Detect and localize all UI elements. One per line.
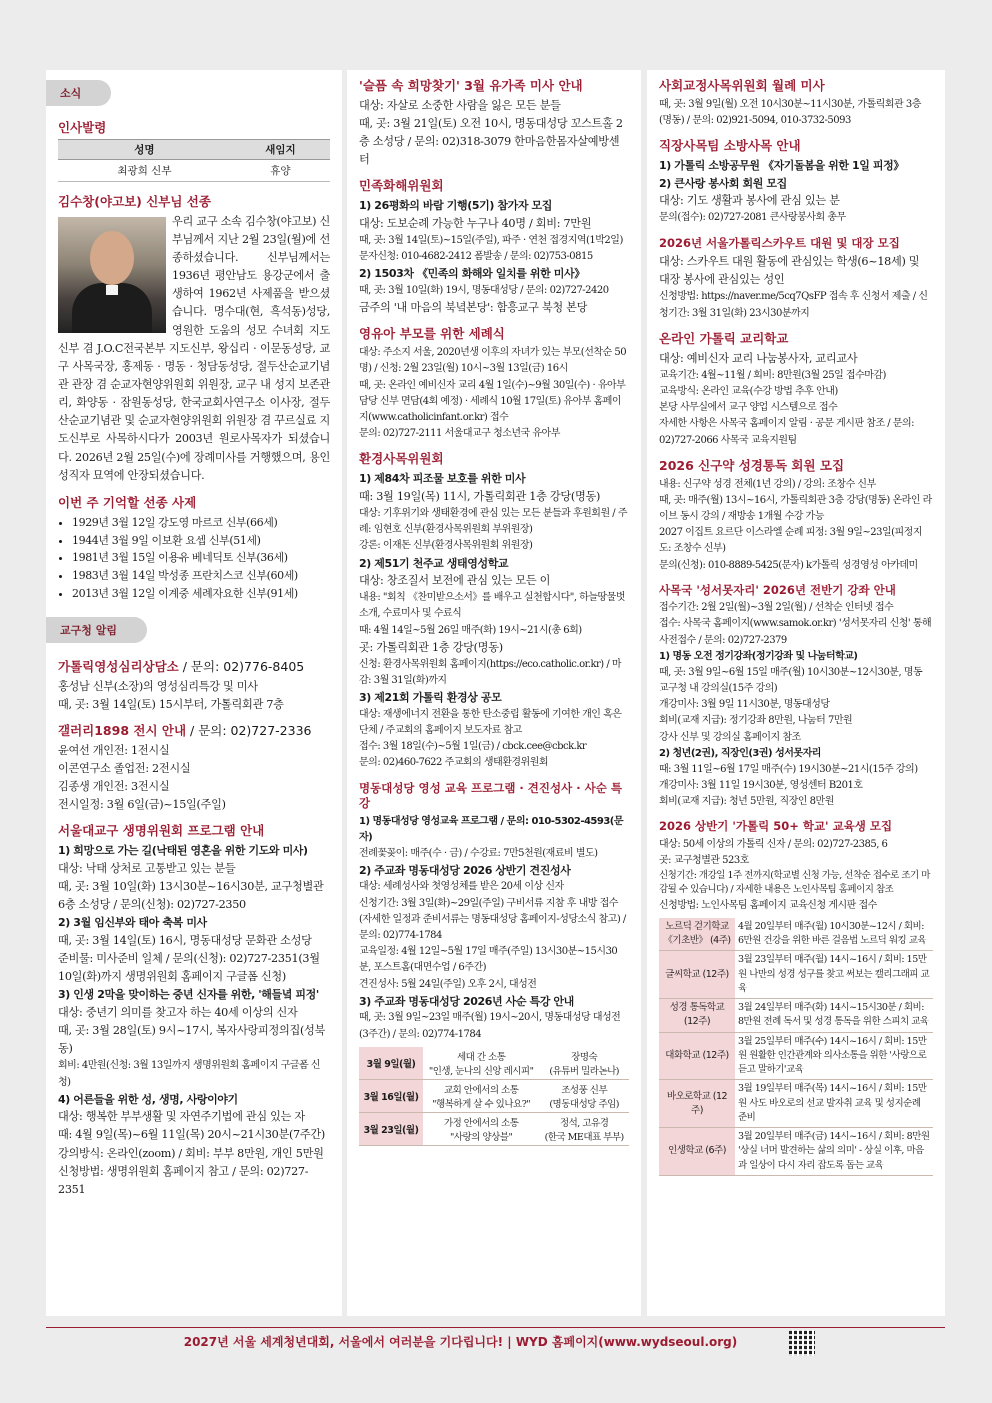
section-pill-diocese: 교구청 알림 bbox=[46, 617, 147, 643]
list-item: • 1944년 3월 9일 이보환 요셉 신부(51세) bbox=[72, 532, 330, 550]
life-line: 1) 희망으로 가는 길(낙태된 영혼을 위한 기도와 미사) bbox=[58, 844, 308, 858]
myeongdong-line: 신청기간: 3월 3일(화)~29일(주일) 구비서류 지참 후 내방 접수(자세한 일정과 준비서류는 명동대성당 홈페이지-성당소식 참고) / 문의: 02)774-1784 bbox=[359, 897, 626, 942]
counsel-title-text: 가톨릭영성심리상담소 bbox=[58, 658, 179, 674]
list-item: • 1981년 3월 15일 이용유 베네딕토 신부(36세) bbox=[72, 549, 330, 567]
myeongdong-line: 교육일정: 4월 12일~5월 17일 매주(주일) 13시30분~15시30분, 포스트홈(대면수업 / 6주간) bbox=[359, 946, 618, 974]
online-title: 온라인 가톨릭 교리학교 bbox=[659, 330, 789, 346]
counsel-line: 때, 곳: 3월 14일(토) 15시부터, 가톨릭회관 7층 bbox=[58, 697, 284, 711]
fire-title: 직장사목팀 소방사목 안내 bbox=[659, 138, 801, 154]
cell-name: 최광희 신부 bbox=[58, 159, 231, 181]
counsel-contact: / 문의: 02)776-8405 bbox=[178, 658, 305, 674]
eco-line: 곳: 가톨릭회관 1층 강당(명동) bbox=[359, 640, 503, 654]
column-middle bbox=[347, 70, 641, 1316]
lecture-speaker bbox=[539, 1112, 629, 1145]
eco-line: 접수: 3월 18일(수)~5월 1일(금) / cbck.cee@cbck.kr bbox=[359, 741, 587, 753]
gallery-title-text: 갤러리1898 전시 안내 bbox=[58, 722, 187, 738]
eco-line: 때: 3월 19일(목) 11시, 가톨릭회관 1층 강당(명동) bbox=[359, 489, 601, 503]
samok-line: 강사 신부 및 강의실 홈페이지 참조 bbox=[659, 731, 801, 743]
samok-line: 때, 곳: 3월 9일~6월 15일 매주(월) 10시30분~12시30분, 명동 교구청 내 강의실(15주 강의) bbox=[659, 666, 923, 695]
life-line: 2) 3월 임신부와 태아 축복 미사 bbox=[58, 916, 207, 930]
appointment-table bbox=[58, 139, 330, 182]
fifty-line: 대상: 50세 이상의 가톨릭 신자 / 문의: 02)727-2385, 6 bbox=[659, 838, 888, 850]
fire-line: 대상: 기도 생활과 봉사에 관심 있는 분 bbox=[659, 194, 840, 208]
list-item: • 1929년 3월 12일 강도영 마르코 신부(66세) bbox=[72, 514, 330, 532]
myeongdong-line: 전례꽃꽂이: 매주(수 · 금) / 수강료: 7만5천원(재료비 별도) bbox=[359, 847, 598, 859]
table-row bbox=[659, 1080, 933, 1128]
speaker-name: 장명숙 bbox=[571, 1051, 598, 1063]
column-right bbox=[647, 70, 945, 1316]
school-desc: 3월 25일부터 매주(수) 14시~16시 / 회비: 15만원 원활한 인간관계와 의사소통을 위한 '사랑으로 듣고 말하기'교육 bbox=[735, 1032, 933, 1080]
speaker-name: 정석, 고유경 bbox=[559, 1117, 609, 1129]
school-name: 대화학교 (12주) bbox=[659, 1032, 735, 1080]
myeongdong-line: 때, 곳: 3월 9일~23일 매주(월) 19시~20시, 명동대성당 대성전(3주간) / 문의: 02)774-1784 bbox=[359, 1012, 621, 1040]
life-line: 대상: 낙태 상처로 고통받고 있는 분들 bbox=[58, 861, 236, 875]
table-row bbox=[659, 999, 933, 1033]
eco-line: 1) 제84차 피조물 보호를 위한 미사 bbox=[359, 472, 526, 486]
memorial-title: 이번 주 기억할 선종 사제 bbox=[58, 494, 197, 510]
reconcile-line: 때, 곳: 3월 14일(토)~15일(주일), 파주 · 연천 접경지역(1박2일) bbox=[359, 235, 623, 247]
column-left bbox=[46, 70, 342, 1316]
obituary-text: 우리 교구 소속 김수창(야고보) 신부님께서 지난 2월 23일(월)에 선종하셨습니다. 신부님께서는 1936년 평안남도 용강군에서 출생하여 1962년 사제품을 받으셨습니다. 명수대(현, 흑석동)성당, 영원한 도움의 성모 수녀회 지도신부 겸 J.O.C전국본부 지도신부, 왕십리 · 이문동성당, 교구 사목국장, 홍제동 · 명동 · 청담동성당, 절두산순교기념관 관장 겸 순교자현양위원회 위원장, 교구 내 성지 보존관리, 화양동 · 잠원동성당, 한국교회사연구소 이사장, 절두산순교기념관 및 순교자현양위원회 위원장 겸 꾸르실료 지도신부로 사목하시다가 2003년 원로사목자가 되셨습니다. 2026년 2월 25일(수)에 장례미사를 거행했으며, 용인 성직자 묘역에 안장되셨습니다. bbox=[58, 214, 330, 482]
school-name: 바오로학교 (12주) bbox=[659, 1080, 735, 1128]
school-name: 인생학교 (6주) bbox=[659, 1128, 735, 1176]
topic-text: 가정 안에서의 소통 bbox=[443, 1117, 519, 1129]
header-post: 새임지 bbox=[231, 139, 330, 159]
fifty-line: 곳: 교구청별관 523호 bbox=[659, 855, 749, 867]
reconcile-title: 민족화해위원회 bbox=[359, 178, 444, 194]
online-line: 교육방식: 온라인 교육(수강 방법 추후 안내) bbox=[659, 386, 838, 398]
online-line: 교육기간: 4월~11월 / 회비: 8만원(3월 25일 접수마감) bbox=[659, 369, 886, 381]
eco-title: 환경사목위원회 bbox=[359, 451, 444, 467]
hope-title: '슬픔 속 희망찾기' 3월 유가족 미사 안내 bbox=[359, 78, 583, 93]
list-item: • 1983년 3월 14일 박성종 프란치스코 신부(60세) bbox=[72, 567, 330, 585]
samok-line: 회비(교재 지급): 정기강좌 8만원, 나눔터 7만원 bbox=[659, 715, 853, 727]
life-line: 대상: 중년기 의미를 찾고자 하는 40세 이상의 신자 bbox=[58, 1005, 298, 1019]
life-line: 때, 곳: 3월 28일(토) 9시~17시, 복자사랑피정의집(성북동) bbox=[58, 1024, 326, 1056]
eco-line: 대상: 재생에너지 전환을 통한 탄소중립 활동에 기여한 개인 혹은 단체 / 주교회의 홈페이지 보도자료 참고 bbox=[359, 708, 622, 737]
samok-line: 회비(교재 지급): 청년 5만원, 직장인 8만원 bbox=[659, 796, 834, 808]
life-title: 서울대교구 생명위원회 프로그램 안내 bbox=[58, 823, 265, 839]
lent-lecture-table bbox=[359, 1047, 629, 1146]
samok-title: 사목국 '성서못자리' 2026년 전반기 강좌 안내 bbox=[659, 582, 896, 597]
fifty-line: 신청방법: 노인사목팀 홈페이지 교육신청 게시판 접수 bbox=[659, 899, 877, 911]
infant-line: 대상: 주소지 서울, 2020년생 이후의 자녀가 있는 부모(선착순 50명) / 신청: 2월 23일(월) 10시~3월 13일(금) 16시 bbox=[359, 347, 627, 375]
topic-text: 세대 간 소통 bbox=[456, 1051, 506, 1063]
fire-line: 1) 가톨릭 소방공무원 《자기돌봄을 위한 1일 피정》 bbox=[659, 159, 904, 173]
online-line: 자세한 사항은 사목국 홈페이지 알림 · 공문 게시판 참조 / 문의: 02)727-2066 사목국 교육지원팀 bbox=[659, 418, 915, 446]
gallery-line: 윤여선 개인전: 1전시실 bbox=[58, 743, 170, 757]
bible-line: 문의(신청): 010-8889-5425(문자) k가톨릭 성경영성 아카데미 bbox=[659, 559, 918, 571]
reconcile-line: 문자신청: 010-4682-2412 폼발송 / 문의: 02)753-0815 bbox=[359, 251, 593, 263]
lecture-topic bbox=[423, 1079, 539, 1112]
table-row bbox=[359, 1047, 629, 1080]
list-item: • 2013년 3월 12일 이계중 세례자요한 신부(91세) bbox=[72, 585, 330, 603]
scout-title: 2026년 서울가톨릭스카우트 대원 및 대장 모집 bbox=[659, 235, 900, 250]
table-row bbox=[659, 1128, 933, 1176]
life-line: 강의방식: 온라인(zoom) / 회비: 부부 8만원, 개인 5만원 bbox=[58, 1146, 324, 1160]
table-row bbox=[58, 159, 330, 181]
life-line: 때: 4월 9일(목)~6월 11일(목) 20시~21시30분(7주간) bbox=[58, 1128, 325, 1142]
memorial-list bbox=[58, 514, 330, 603]
lecture-date: 3월 16일(월) bbox=[359, 1079, 423, 1112]
bible-line: 때, 곳: 매주(월) 13시~16시, 가톨릭회관 3층 강당(명동) 온라인 라이브 동시 강의 / 재방송 1개월 수강 가능 bbox=[659, 494, 932, 523]
reconcile-line: 금주의 '내 마음의 북녘본당': 함흥교구 북청 본당 bbox=[359, 301, 588, 315]
table-row bbox=[659, 1032, 933, 1080]
social-line: 때, 곳: 3월 9일(월) 오전 10시30분~11시30분, 가톨릭회관 3층(명동) / 문의: 02)921-5094, 010-3732-5093 bbox=[659, 98, 921, 127]
fifty-title: 2026 상반기 '가톨릭 50+ 학교' 교육생 모집 bbox=[659, 819, 893, 834]
school-desc: 3월 23일부터 매주(월) 14시~16시 / 회비: 15만원 나만의 성경 성구를 찾고 써보는 캘리그래피 교육 bbox=[735, 951, 933, 999]
bible-title: 2026 신구약 성경통독 회원 모집 bbox=[659, 457, 845, 473]
speaker-role: (한국 ME대표 부부) bbox=[544, 1131, 624, 1143]
samok-line: 접수기간: 2월 2일(월)~3월 2일(월) / 선착순 인터넷 접수 bbox=[659, 602, 894, 614]
topic-subtitle: "인생, 눈나의 신앙 레시피" bbox=[428, 1065, 534, 1077]
social-title: 사회교정사목위원회 월례 미사 bbox=[659, 78, 825, 93]
gallery-title bbox=[58, 723, 330, 740]
school-name: 노르딕 걷기학교 《기초반》 (4주) bbox=[659, 918, 735, 951]
fire-line: 2) 큰사랑 봉사회 회원 모집 bbox=[659, 176, 787, 190]
bible-line: 내용: 신구약 성경 전체(1년 강의) / 강의: 조창수 신부 bbox=[659, 478, 876, 490]
gallery-line: 김종생 개인전: 3전시실 bbox=[58, 780, 170, 794]
samok-line: 1) 명동 오전 정기강좌(정기강좌 및 나눔터학교) bbox=[659, 650, 858, 662]
eco-line: 2) 제51기 천주교 생태영성학교 bbox=[359, 556, 509, 570]
scout-line: 대상: 스카우트 대원 활동에 관심있는 학생(6~18세) 및 대장 봉사에 관심있는 성인 bbox=[659, 255, 920, 287]
school-desc: 3월 19일부터 매주(목) 14시~16시 / 회비: 15만원 사도 바오로의 선교 발자취 교육 및 성지순례 준비 bbox=[735, 1080, 933, 1128]
school-name: 성경 통독학교 (12주) bbox=[659, 999, 735, 1033]
life-line: 4) 어른들을 위한 성, 생명, 사랑이야기 bbox=[58, 1092, 238, 1106]
lecture-topic bbox=[423, 1047, 539, 1080]
infant-title: 영유아 부모를 위한 세례식 bbox=[359, 326, 505, 342]
lecture-speaker bbox=[539, 1047, 629, 1080]
reconcile-line: 대상: 도보순례 가능한 누구나 40명 / 회비: 7만원 bbox=[359, 216, 592, 230]
lecture-topic bbox=[423, 1112, 539, 1145]
bible-line: 2027 이집트 요르단 이스라엘 순례 피정: 3월 9일~23일(피정지도: 조창수 신부) bbox=[659, 527, 922, 555]
topic-subtitle: "사랑의 양상블" bbox=[450, 1131, 513, 1143]
hope-line: 때, 곳: 3월 21일(토) 오전 10시, 명동대성당 꼬스트홀 2층 소성당 / 문의: 02)318-3079 한마음한몸자살예방센터 bbox=[359, 117, 623, 167]
speaker-role: (유튜버 밀라논나) bbox=[549, 1065, 620, 1077]
reconcile-line: 때, 곳: 3월 10일(화) 19시, 명동대성당 / 문의: 02)727-2420 bbox=[359, 285, 609, 297]
eco-line: 대상: 기후위기와 생태환경에 관심 있는 모든 분들과 후원회원 / 주례: 임현호 신부(환경사목위원회 부위원장) bbox=[359, 507, 628, 536]
table-row bbox=[659, 951, 933, 999]
life-line: 신청방법: 생명위원회 홈페이지 참고 / 문의: 02)727-2351 bbox=[58, 1164, 309, 1196]
gallery-contact: / 문의: 02)727-2336 bbox=[186, 722, 312, 738]
fire-line: 문의(접수): 02)727-2081 큰사랑봉사회 총무 bbox=[659, 212, 846, 224]
reconcile-line: 1) 26평화의 바람 기행(5기) 참가자 모집 bbox=[359, 199, 552, 213]
school-desc: 3월 24일부터 매주(화) 14시~15시30분 / 회비: 8만원 전례 독서 및 성경 통독을 위한 스피치 교육 bbox=[735, 999, 933, 1033]
appointment-title: 인사발령 bbox=[58, 120, 107, 135]
eco-line: 대상: 창조질서 보전에 관심 있는 모든 이 bbox=[359, 574, 551, 588]
table-row bbox=[359, 1112, 629, 1145]
myeongdong-line: 1) 명동대성당 영성교육 프로그램 / 문의: 010-5302-4593(문자) bbox=[359, 815, 624, 843]
eco-line: 내용: "회칙 《찬미받으소서》를 배우고 실천합시다", 하늘땅물벗 소개, 수료미사 및 수료식 bbox=[359, 592, 625, 620]
infant-line: 문의: 02)727-2111 서울대교구 청소년국 유아부 bbox=[359, 428, 560, 440]
myeongdong-line: 2) 주교좌 명동대성당 2026 상반기 견진성사 bbox=[359, 863, 571, 877]
obituary-title: 김수창(야고보) 신부님 선종 bbox=[58, 193, 211, 209]
lecture-speaker bbox=[539, 1079, 629, 1112]
samok-line: 2) 청년(2권), 직장인(3권) 성서못자리 bbox=[659, 747, 821, 759]
samok-line: 개강미사: 3월 9일 11시30분, 명동대성당 bbox=[659, 699, 830, 711]
fifty-line: 신청기간: 개강일 1주 전까지(학교별 신청 가능, 선착순 접수로 조기 마감될 수 있습니다) / 자세한 내용은 노인사목팀 홈페이지 참조 bbox=[659, 870, 930, 896]
topic-text: 교회 안에서의 소통 bbox=[443, 1084, 519, 1096]
footer-text: 2027년 서울 세계청년대회, 서울에서 여러분을 기다립니다! | WYD 홈페이지(www.wydseoul.org) bbox=[183, 1335, 738, 1349]
eco-line: 때: 4월 14일~5월 26일 매주(화) 19시~21시(총 6회) bbox=[359, 624, 582, 636]
myeongdong-line: 견진성사: 5월 24일(주일) 오후 2시, 대성전 bbox=[359, 978, 537, 990]
counsel-title bbox=[58, 659, 330, 676]
life-line: 회비: 4만원(신청: 3월 13일까지 생명위원회 홈페이지 구글폼 신청) bbox=[58, 1060, 321, 1088]
school-desc: 4월 20일부터 매주(월) 10시30분~12시 / 회비: 6만원 건강을 위한 바른 걸음법 노르딕 워킹 교육 bbox=[735, 918, 933, 951]
online-line: 본당 사무실에서 교구 양업 시스템으로 접수 bbox=[659, 402, 838, 414]
section-pill-news: 소식 bbox=[46, 80, 111, 106]
scout-line: 신청방법: https://naver.me/5cq7QsFP 접속 후 신청서 제출 / 신청기간: 3월 31일(화) 23시30분까지 bbox=[659, 291, 928, 319]
speaker-role: (명동대성당 주임) bbox=[549, 1098, 620, 1110]
online-line: 대상: 예비신자 교리 나눔봉사자, 교리교사 bbox=[659, 351, 858, 365]
table-row bbox=[359, 1079, 629, 1112]
school-desc: 3월 20일부터 매주(금) 14시~16시 / 회비: 8만원 '상실 너머 발견하는 삶의 의미' - 상실 이후, 마음과 일상이 다시 자리 잡도록 돕는 교육 bbox=[735, 1128, 933, 1176]
life-line: 때, 곳: 3월 14일(토) 16시, 명동대성당 문화관 소성당 bbox=[58, 933, 312, 947]
myeongdong-line: 3) 주교좌 명동대성당 2026년 사순 특강 안내 bbox=[359, 994, 574, 1008]
infant-line: 때, 곳: 온라인 예비신자 교리 4월 1일(수)~9월 30일(수) · 유아부 담당 신부 면담(4회 예정) · 세례식 10월 17일(토) 유아부 홈페이지(www.catholicinfant.or.kr) 접수 bbox=[359, 379, 626, 423]
myeongdong-line: 대상: 세례성사와 첫영성체를 받은 20세 이상 신자 bbox=[359, 881, 564, 893]
school-name: 글씨학교 (12주) bbox=[659, 951, 735, 999]
obituary-block bbox=[58, 213, 330, 485]
gallery-line: 전시일정: 3월 6일(금)~15일(주일) bbox=[58, 798, 226, 812]
life-line: 3) 인생 2막을 맞이하는 중년 신자를 위한, '해들녘 피정' bbox=[58, 988, 319, 1002]
eco-line: 신청: 환경사목위원회 홈페이지(https://eco.catholic.or.kr) / 마감: 3월 31일(화)까지 bbox=[359, 658, 622, 687]
reconcile-line: 2) 1503차 《민족의 화해와 일치를 위한 미사》 bbox=[359, 267, 585, 281]
gallery-line: 이콘연구소 졸업전: 2전시실 bbox=[58, 761, 191, 775]
eco-line: 강론: 이재돈 신부(환경사목위원회 위원장) bbox=[359, 540, 533, 552]
myeongdong-title: 명동대성당 영성 교육 프로그램 · 견진성사 · 사순 특강 bbox=[359, 780, 622, 811]
cell-post: 휴양 bbox=[231, 159, 330, 181]
topic-subtitle: "행복하게 살 수 있나요?" bbox=[432, 1098, 531, 1110]
life-line: 준비물: 미사준비 일체 / 문의(신청): 02)727-2351(3월 10일(화)까지 생명위원회 홈페이지 구글폼 신청) bbox=[58, 952, 320, 984]
samok-line: 개강미사: 3월 11일 19시30분, 영성센터 B201호 bbox=[659, 779, 863, 791]
table-row bbox=[659, 918, 933, 951]
eco-line: 3) 제21회 가톨릭 환경상 공모 bbox=[359, 691, 502, 705]
samok-line: 때: 3월 11일~6월 17일 매주(수) 19시30분~21시(15주 강의) bbox=[659, 763, 918, 775]
priest-photo bbox=[58, 217, 166, 333]
lecture-date: 3월 23일(월) bbox=[359, 1112, 423, 1145]
eco-line: 문의: 02)460-7622 주교회의 생태환경위원회 bbox=[359, 757, 549, 769]
qr-code-icon[interactable] bbox=[789, 1330, 815, 1356]
life-line: 때, 곳: 3월 10일(화) 13시30분~16시30분, 교구청별관 6층 소성당 / 문의(신청): 02)727-2350 bbox=[58, 880, 324, 912]
life-line: 대상: 행복한 부부생활 및 자연주기법에 관심 있는 자 bbox=[58, 1110, 305, 1124]
school-table bbox=[659, 918, 933, 1176]
counsel-line: 홍성남 신부(소장)의 영성심리특강 및 미사 bbox=[58, 679, 258, 693]
header-name: 성명 bbox=[58, 139, 231, 159]
speaker-name: 조성풍 신부 bbox=[561, 1084, 608, 1096]
lecture-date: 3월 9일(월) bbox=[359, 1047, 423, 1080]
hope-line: 대상: 자살로 소중한 사람을 잃은 모든 분들 bbox=[359, 98, 561, 112]
samok-line: 접수: 사목국 홈페이지(www.samok.or.kr) '성서못자리 신청' 통해 사전접수 / 문의: 02)727-2379 bbox=[659, 618, 932, 646]
